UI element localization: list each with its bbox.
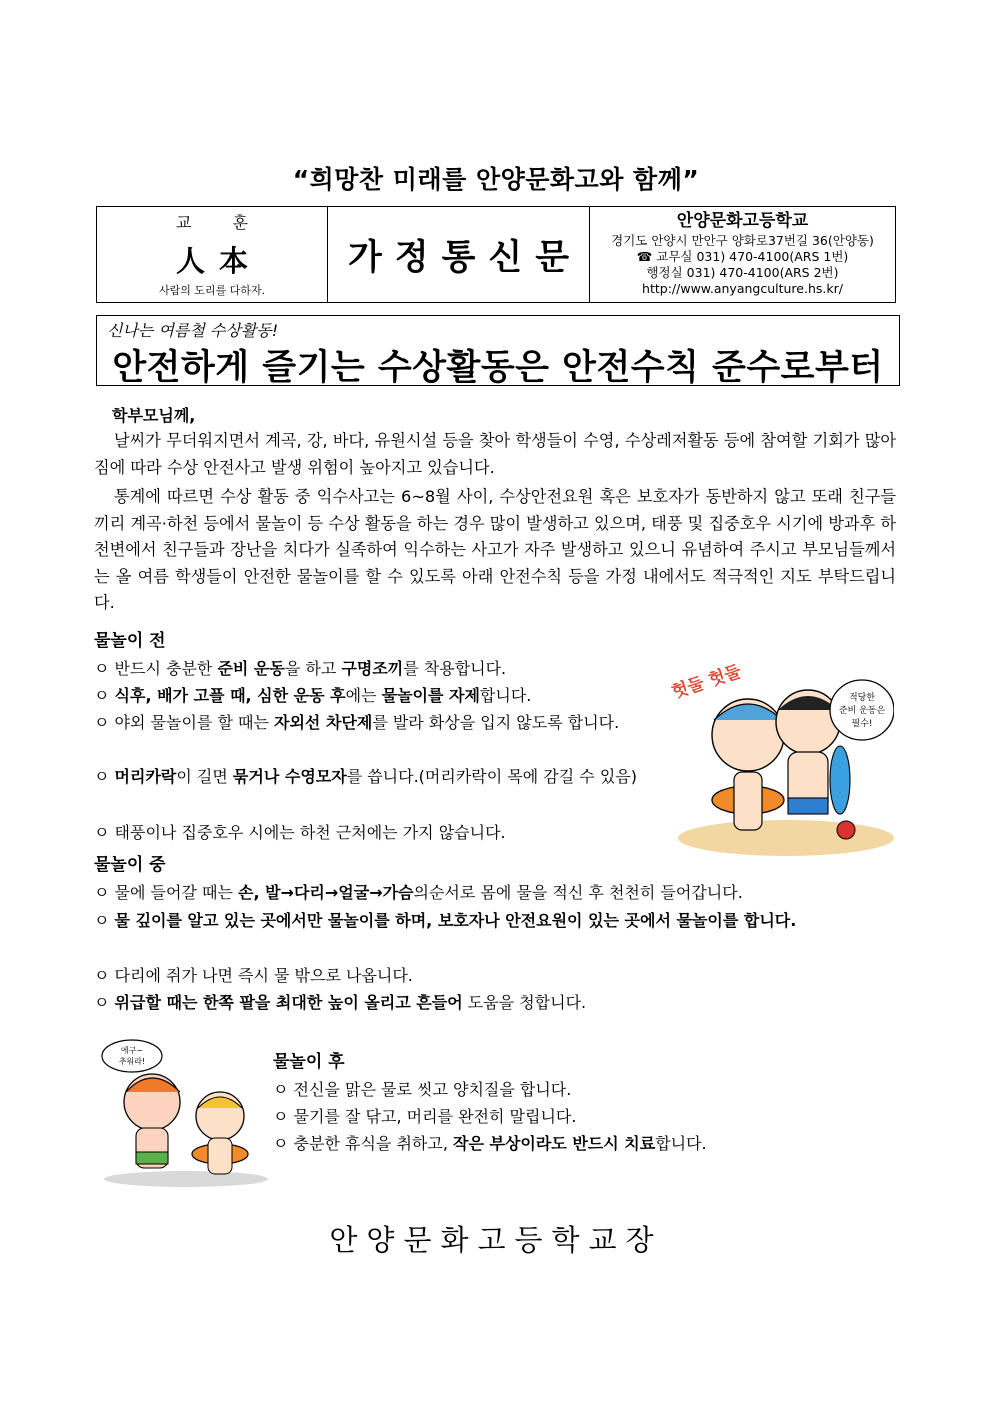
girl-body	[208, 1138, 232, 1174]
text: 도움을 청합니다.	[462, 993, 587, 1012]
emphasis: 식후, 배가 고플 때, 심한 운동 후	[114, 686, 346, 705]
text: ㅇ 충분한 휴식을 취하고,	[273, 1134, 453, 1153]
text: 합니다.	[655, 1134, 707, 1153]
header-table	[96, 206, 896, 303]
emphasis: 준비 운동	[217, 659, 285, 678]
greeting: 학부모님께,	[112, 406, 196, 425]
school-slogan: “희망찬 미래를 안양문화고와 함께”	[292, 165, 700, 194]
swim-trunks	[788, 798, 828, 814]
motto-cell	[97, 207, 328, 302]
document-type: 가정통신문	[328, 207, 590, 302]
text: ㅇ	[94, 686, 115, 705]
statistics-paragraph: 통계에 따르면 수상 활동 중 익수사고는 6~8월 사이, 수상안전요원 혹은 보호자가 동반하지 않고 또래 친구들끼리 계곡·하천 등에서 물놀이 등 수상 활동을 하는 경우 많이 발생하고 있으며, 태풍 및 집중호우 시기에 방과후 하천변에서 친구들과 장난을 치다가 실족하여 익수하는 사고가 자주 발생하고 있으니 유념하여 주시고 부모님들께서는 올 여름 학생들이 안전한 물놀이를 할 수 있도록 아래 안전수칙 등을 가정 내에서도 적극적인 지도 부탁드립니다.	[94, 487, 896, 612]
school-name: 안양문화고등학교	[676, 211, 809, 231]
text: ㅇ 반드시 충분한	[94, 659, 218, 678]
text: ㅇ	[94, 767, 115, 786]
section-heading-after: 물놀이 후	[273, 1052, 345, 1072]
title-box	[96, 315, 900, 386]
bubble-line-2: 추워라!	[118, 1057, 146, 1066]
motto-label: 교 훈	[176, 213, 266, 232]
phone-academic: ☎ 교무실 031) 470-4100(ARS 1번)	[636, 249, 849, 264]
emphasis: 구명조끼	[341, 659, 404, 678]
emphasis: 작은 부상이라도 반드시 치료	[453, 1134, 656, 1153]
warmup-kids-illustration	[668, 660, 894, 856]
school-url[interactable]: http://www.anyangculture.hs.kr/	[642, 281, 843, 296]
during-item-1	[94, 880, 743, 906]
before-item-1	[94, 656, 506, 682]
emphasis: 위급할 때는 한쪽 팔을 최대한 높이 올리고 흔들어	[114, 993, 463, 1012]
cold-kids-illustration	[96, 1034, 268, 1188]
after-item-2: ㅇ 물기를 잘 닦고, 머리를 완전히 말립니다.	[273, 1107, 577, 1126]
motto: 人本	[175, 244, 262, 278]
shout-text: 헛둘 헛둘	[669, 661, 744, 703]
swim-trunks	[136, 1152, 168, 1164]
during-item-4	[94, 990, 586, 1016]
before-item-3	[94, 710, 624, 736]
section-heading-during: 물놀이 중	[94, 855, 166, 875]
crab	[837, 821, 855, 839]
ground	[104, 1171, 268, 1187]
intro-paragraph: 날씨가 무더워지면서 계곡, 강, 바다, 유원시설 등을 찾아 학생들이 수영, 수상레저활동 등에 참여할 기회가 많아짐에 따라 수상 안전사고 발생 위험이 높아지고 있습니다.	[94, 431, 896, 477]
bubble-line-1: 적당한	[848, 693, 876, 703]
before-item-4	[94, 764, 639, 790]
text: ㅇ	[94, 993, 115, 1012]
girl-body	[734, 772, 762, 830]
sand	[678, 820, 894, 856]
text: 의순서로 몸에 물을 적신 후 천천히 들어갑니다.	[413, 883, 743, 902]
swim-cap	[714, 704, 782, 720]
text: 를 발라 화상을 입지 않도록 합니다.	[372, 713, 620, 732]
principal-signature: 안양문화고등학교장	[329, 1223, 663, 1257]
phone-admin: 행정실 031) 470-4100(ARS 2번)	[646, 265, 839, 280]
after-item-1: ㅇ 전신을 맑은 물로 씻고 양치질을 합니다.	[273, 1080, 572, 1099]
after-item-3	[273, 1131, 707, 1157]
text: 합니다.	[479, 686, 532, 705]
emphasis: 머리카락	[114, 767, 177, 786]
bubble-line-2: 준비 운동은	[838, 706, 886, 716]
emphasis: 손, 발→다리→얼굴→가슴	[238, 883, 414, 902]
text: 를 착용합니다.	[403, 659, 507, 678]
speech-bubble	[102, 1040, 162, 1072]
motto-description: 사람의 도리를 다하자.	[158, 284, 266, 297]
text: ㅇ	[94, 911, 115, 930]
school-address: 경기도 안양시 만안구 양화로37번길 36(안양동)	[611, 233, 874, 248]
before-item-5: ㅇ 태풍이나 집중호우 시에는 하천 근처에는 가지 않습니다.	[94, 823, 506, 842]
bubble-line-3: 필수!	[851, 719, 873, 729]
emphasis: 물놀이를 자제	[381, 686, 480, 705]
section-heading-before: 물놀이 전	[94, 631, 166, 651]
emphasis: 물 깊이를 알고 있는 곳에서만 물놀이를 하며, 보호자나 안전요원이 있는 곳에서 물놀이를 합니다.	[114, 911, 797, 930]
emphasis: 묶거나 수영모자	[232, 767, 347, 786]
text: 에는	[345, 686, 382, 705]
bubble-line-1: 에구~	[120, 1046, 144, 1055]
text: 이 길면	[176, 767, 233, 786]
main-title: 안전하게 즐기는 수상활동은 안전수칙 준수로부터	[112, 348, 884, 388]
text: ㅇ 야외 물놀이를 할 때는	[94, 713, 274, 732]
tube	[830, 746, 850, 814]
emphasis: 자외선 차단제	[274, 713, 373, 732]
text: ㅇ 물에 들어갈 때는	[94, 883, 238, 902]
before-item-2	[94, 683, 531, 709]
during-item-2	[94, 908, 896, 934]
text: 를 씁니다.(머리카락이 목에 감길 수 있음)	[346, 767, 637, 786]
school-info-cell	[590, 207, 895, 302]
subtitle: 신나는 여름철 수상활동!	[107, 321, 279, 340]
during-item-3: ㅇ 다리에 쥐가 나면 즉시 물 밖으로 나옵니다.	[94, 966, 413, 985]
text: 을 하고	[284, 659, 342, 678]
